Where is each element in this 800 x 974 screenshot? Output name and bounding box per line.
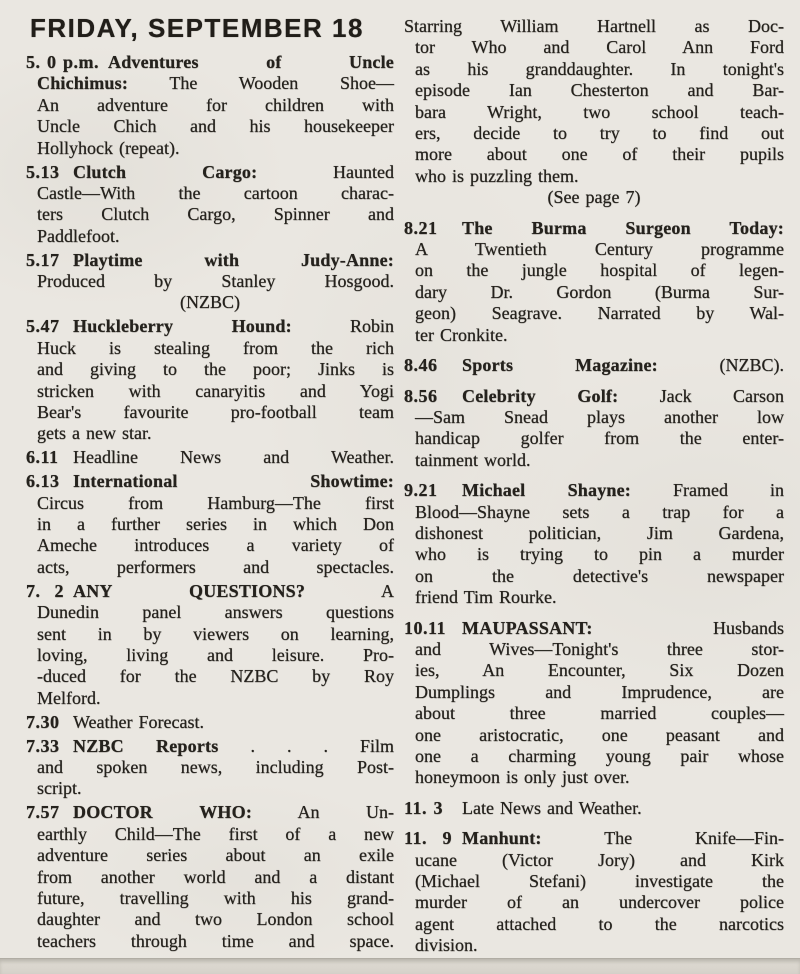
entry-line: daughter and two London school xyxy=(37,909,394,930)
entry-line: Circus from Hamburg—The first xyxy=(37,492,394,513)
entry-line: earthly Child—The first of a new xyxy=(37,823,394,844)
entry-time: 8.21 xyxy=(404,217,438,238)
entry-line: Huck is stealing from the rich xyxy=(37,337,394,358)
entry-line: Bear's favourite pro-football team xyxy=(37,402,394,422)
entry-first-line: 7.33 NZBC Reports . . . Film xyxy=(26,735,394,756)
entry-line: friend Tim Rourke. xyxy=(415,587,557,608)
entry-line: Dunedin panel answers questions xyxy=(37,602,394,623)
entry-first-line: 8.56 Celebrity Golf: Jack Carson xyxy=(404,385,785,406)
entry-line: episode Ian Chesterton and Bar- xyxy=(415,80,784,101)
entry-time: 8.56 xyxy=(404,385,438,406)
entry-line: and Wives—Tonight's three stor- xyxy=(415,638,784,659)
entry-line: dishonest politician, Jim Gardena, xyxy=(415,522,784,543)
entry-line: loving, living and leisure. Pro- xyxy=(37,644,394,665)
entry-line: in a further series in which Don xyxy=(37,514,394,535)
entry-first-line: Starring William Hartnell as Doc- xyxy=(404,16,784,36)
entry-line: on the detective's newspaper xyxy=(415,565,784,586)
entry-time: 5.47 xyxy=(26,316,60,337)
entry-first-line: 7. 2 ANY QUESTIONS? A xyxy=(26,580,394,601)
entry-line: —Sam Snead plays another low xyxy=(415,406,784,427)
entry-line: more about one of their pupils xyxy=(415,144,784,165)
entry-time: 10.11 xyxy=(404,617,447,638)
listing-entry xyxy=(26,712,394,733)
listing-entry xyxy=(26,736,394,800)
entry-first-line: 6.11 Headline News and Weather. xyxy=(26,447,394,468)
entry-line: future, travelling with his grand- xyxy=(37,887,394,908)
page-bottom-edge xyxy=(0,958,800,974)
entry-time: 7.30 xyxy=(26,711,60,732)
entry-time: 5. 0 p.m. xyxy=(26,52,100,72)
entry-line: tainment world. xyxy=(415,449,531,470)
listing-entry xyxy=(26,471,394,578)
entry-line: tor Who and Carol Ann Ford xyxy=(415,37,784,58)
entry-line: as his granddaughter. In tonight's xyxy=(415,58,784,79)
listing-entry xyxy=(404,480,784,608)
entry-line: ers, decide to try to find out xyxy=(415,123,784,144)
listing-entry xyxy=(404,16,784,209)
entry-line: bara Wright, two school teach- xyxy=(415,101,784,122)
listing-entry xyxy=(26,447,394,468)
listing-entry xyxy=(404,798,784,819)
entry-time: 7.33 xyxy=(26,735,60,756)
entry-first-line: 11. 3 Late News and Weather. xyxy=(404,797,642,818)
listing-entry xyxy=(26,250,394,314)
listing-entry xyxy=(404,218,784,346)
entry-line: and spoken news, including Post- xyxy=(37,757,394,777)
listing-entry xyxy=(404,828,784,956)
listing-column-left xyxy=(26,12,394,952)
entry-first-line: 5.13 Clutch Cargo: Haunted xyxy=(26,161,395,182)
listing-entry xyxy=(26,52,394,159)
entry-line: sent in by viewers on learning, xyxy=(37,623,394,644)
entry-line: Blood—Shayne sets a trap for a xyxy=(415,501,784,522)
entry-time: 9.21 xyxy=(404,480,438,501)
listing-entry xyxy=(26,162,394,248)
entry-time: 6.13 xyxy=(26,471,60,492)
entry-line: script. xyxy=(37,778,82,799)
entry-first-line: 7.57 DOCTOR WHO: An Un- xyxy=(26,802,394,823)
entry-line: on the jungle hospital of legen- xyxy=(415,260,784,281)
entry-line: acts, performers and spectacles. xyxy=(37,556,394,577)
entry-first-line: 8.21 The Burma Surgeon Today: xyxy=(404,217,784,238)
entry-first-line: 10.11 MAUPASSANT: Husbands xyxy=(404,617,784,638)
entry-line: agent attached to the narcotics xyxy=(415,913,784,934)
entry-line: dary Dr. Gordon (Burma Sur- xyxy=(415,281,784,302)
entry-line: Castle—With the cartoon charac- xyxy=(37,182,394,203)
entry-line: (Michael Stefani) investigate the xyxy=(415,871,784,892)
entry-line: ter Cronkite. xyxy=(415,324,508,345)
entry-line: Produced by Stanley Hosgood. xyxy=(37,271,394,292)
listing-entry xyxy=(404,618,784,789)
entry-line: about three married couples— xyxy=(415,703,784,724)
entry-first-line: 7.30 Weather Forecast. xyxy=(26,711,204,732)
entry-line: division. xyxy=(415,935,478,956)
entry-line: (See page 7) xyxy=(547,187,641,208)
entry-time: 5.17 xyxy=(26,249,60,270)
entry-line: from another world and a distant xyxy=(37,866,394,887)
entry-line: honeymoon is only just over. xyxy=(415,767,630,788)
entry-first-line: 11. 9 Manhunt: The Knife—Fin- xyxy=(404,828,784,849)
entry-time: 11. 3 xyxy=(404,797,444,818)
entry-line: who is trying to pin a murder xyxy=(415,544,784,565)
entry-line: stricken with canaryitis and Yogi xyxy=(37,380,394,401)
entry-line: An adventure for children with xyxy=(37,94,394,115)
entry-line: Ameche introduces a variety of xyxy=(37,535,394,556)
entry-line: Dumplings and Imprudence, are xyxy=(415,681,784,702)
entry-first-line: 5. 0 p.m. Adventures of Uncle xyxy=(26,52,394,72)
entry-first-line: 6.13 International Showtime: xyxy=(26,471,394,492)
entry-first-line: 5.47 Huckleberry Hound: Robin xyxy=(26,316,394,337)
entry-line: Paddlefoot. xyxy=(37,225,120,246)
entry-line: who is puzzling them. xyxy=(415,165,579,186)
entry-time: 11. 9 xyxy=(404,828,452,849)
entry-line: Chichimus: The Wooden Shoe— xyxy=(37,73,394,94)
entry-line: and giving to the poor; Jinks is xyxy=(37,359,394,380)
entry-line: geon) Seagrave. Narrated by Wal- xyxy=(415,303,784,324)
entry-line: handicap golfer from the enter- xyxy=(415,428,784,449)
entry-line: Uncle Chich and his housekeeper xyxy=(37,116,394,137)
entry-time: 5.13 xyxy=(26,161,60,182)
entry-line: Melford. xyxy=(37,687,101,708)
entry-line: -duced for the NZBC by Roy xyxy=(37,666,394,687)
entry-time: 8.46 xyxy=(404,355,438,376)
entry-line: ies, An Encounter, Six Dozen xyxy=(415,660,784,681)
entry-line: ters Clutch Cargo, Spinner and xyxy=(37,204,394,225)
listing-column-right xyxy=(404,16,784,957)
entry-line: murder of an undercover police xyxy=(415,892,784,913)
entry-first-line: 5.17 Playtime with Judy-Anne: xyxy=(26,249,394,270)
entry-line: (NZBC) xyxy=(180,292,240,313)
entry-line: teachers through time and space. xyxy=(37,930,394,951)
entry-first-line: 8.46 Sports Magazine: (NZBC). xyxy=(404,355,784,376)
entry-line: one aristocratic, one peasant and xyxy=(415,724,784,745)
entry-line: one a charming young pair whose xyxy=(415,746,784,766)
entry-time: 6.11 xyxy=(26,447,59,468)
entry-line: ucane (Victor Jory) and Kirk xyxy=(415,849,784,870)
entry-first-line: 9.21 Michael Shayne: Framed in xyxy=(404,480,784,501)
entry-time: 7. 2 xyxy=(26,580,64,601)
date-heading: FRIDAY, SEPTEMBER 18 xyxy=(30,13,364,43)
listing-entry xyxy=(26,316,394,444)
entry-line: gets a new star. xyxy=(37,423,152,444)
entry-line: Hollyhock (repeat). xyxy=(37,137,180,158)
listing-entry xyxy=(404,355,784,376)
entry-time: 7.57 xyxy=(26,802,60,823)
listing-entry xyxy=(26,802,394,952)
listing-entry xyxy=(404,386,784,472)
listing-entry xyxy=(26,581,394,709)
entry-line: adventure series about an exile xyxy=(37,845,394,866)
entry-line: A Twentieth Century programme xyxy=(415,239,784,260)
